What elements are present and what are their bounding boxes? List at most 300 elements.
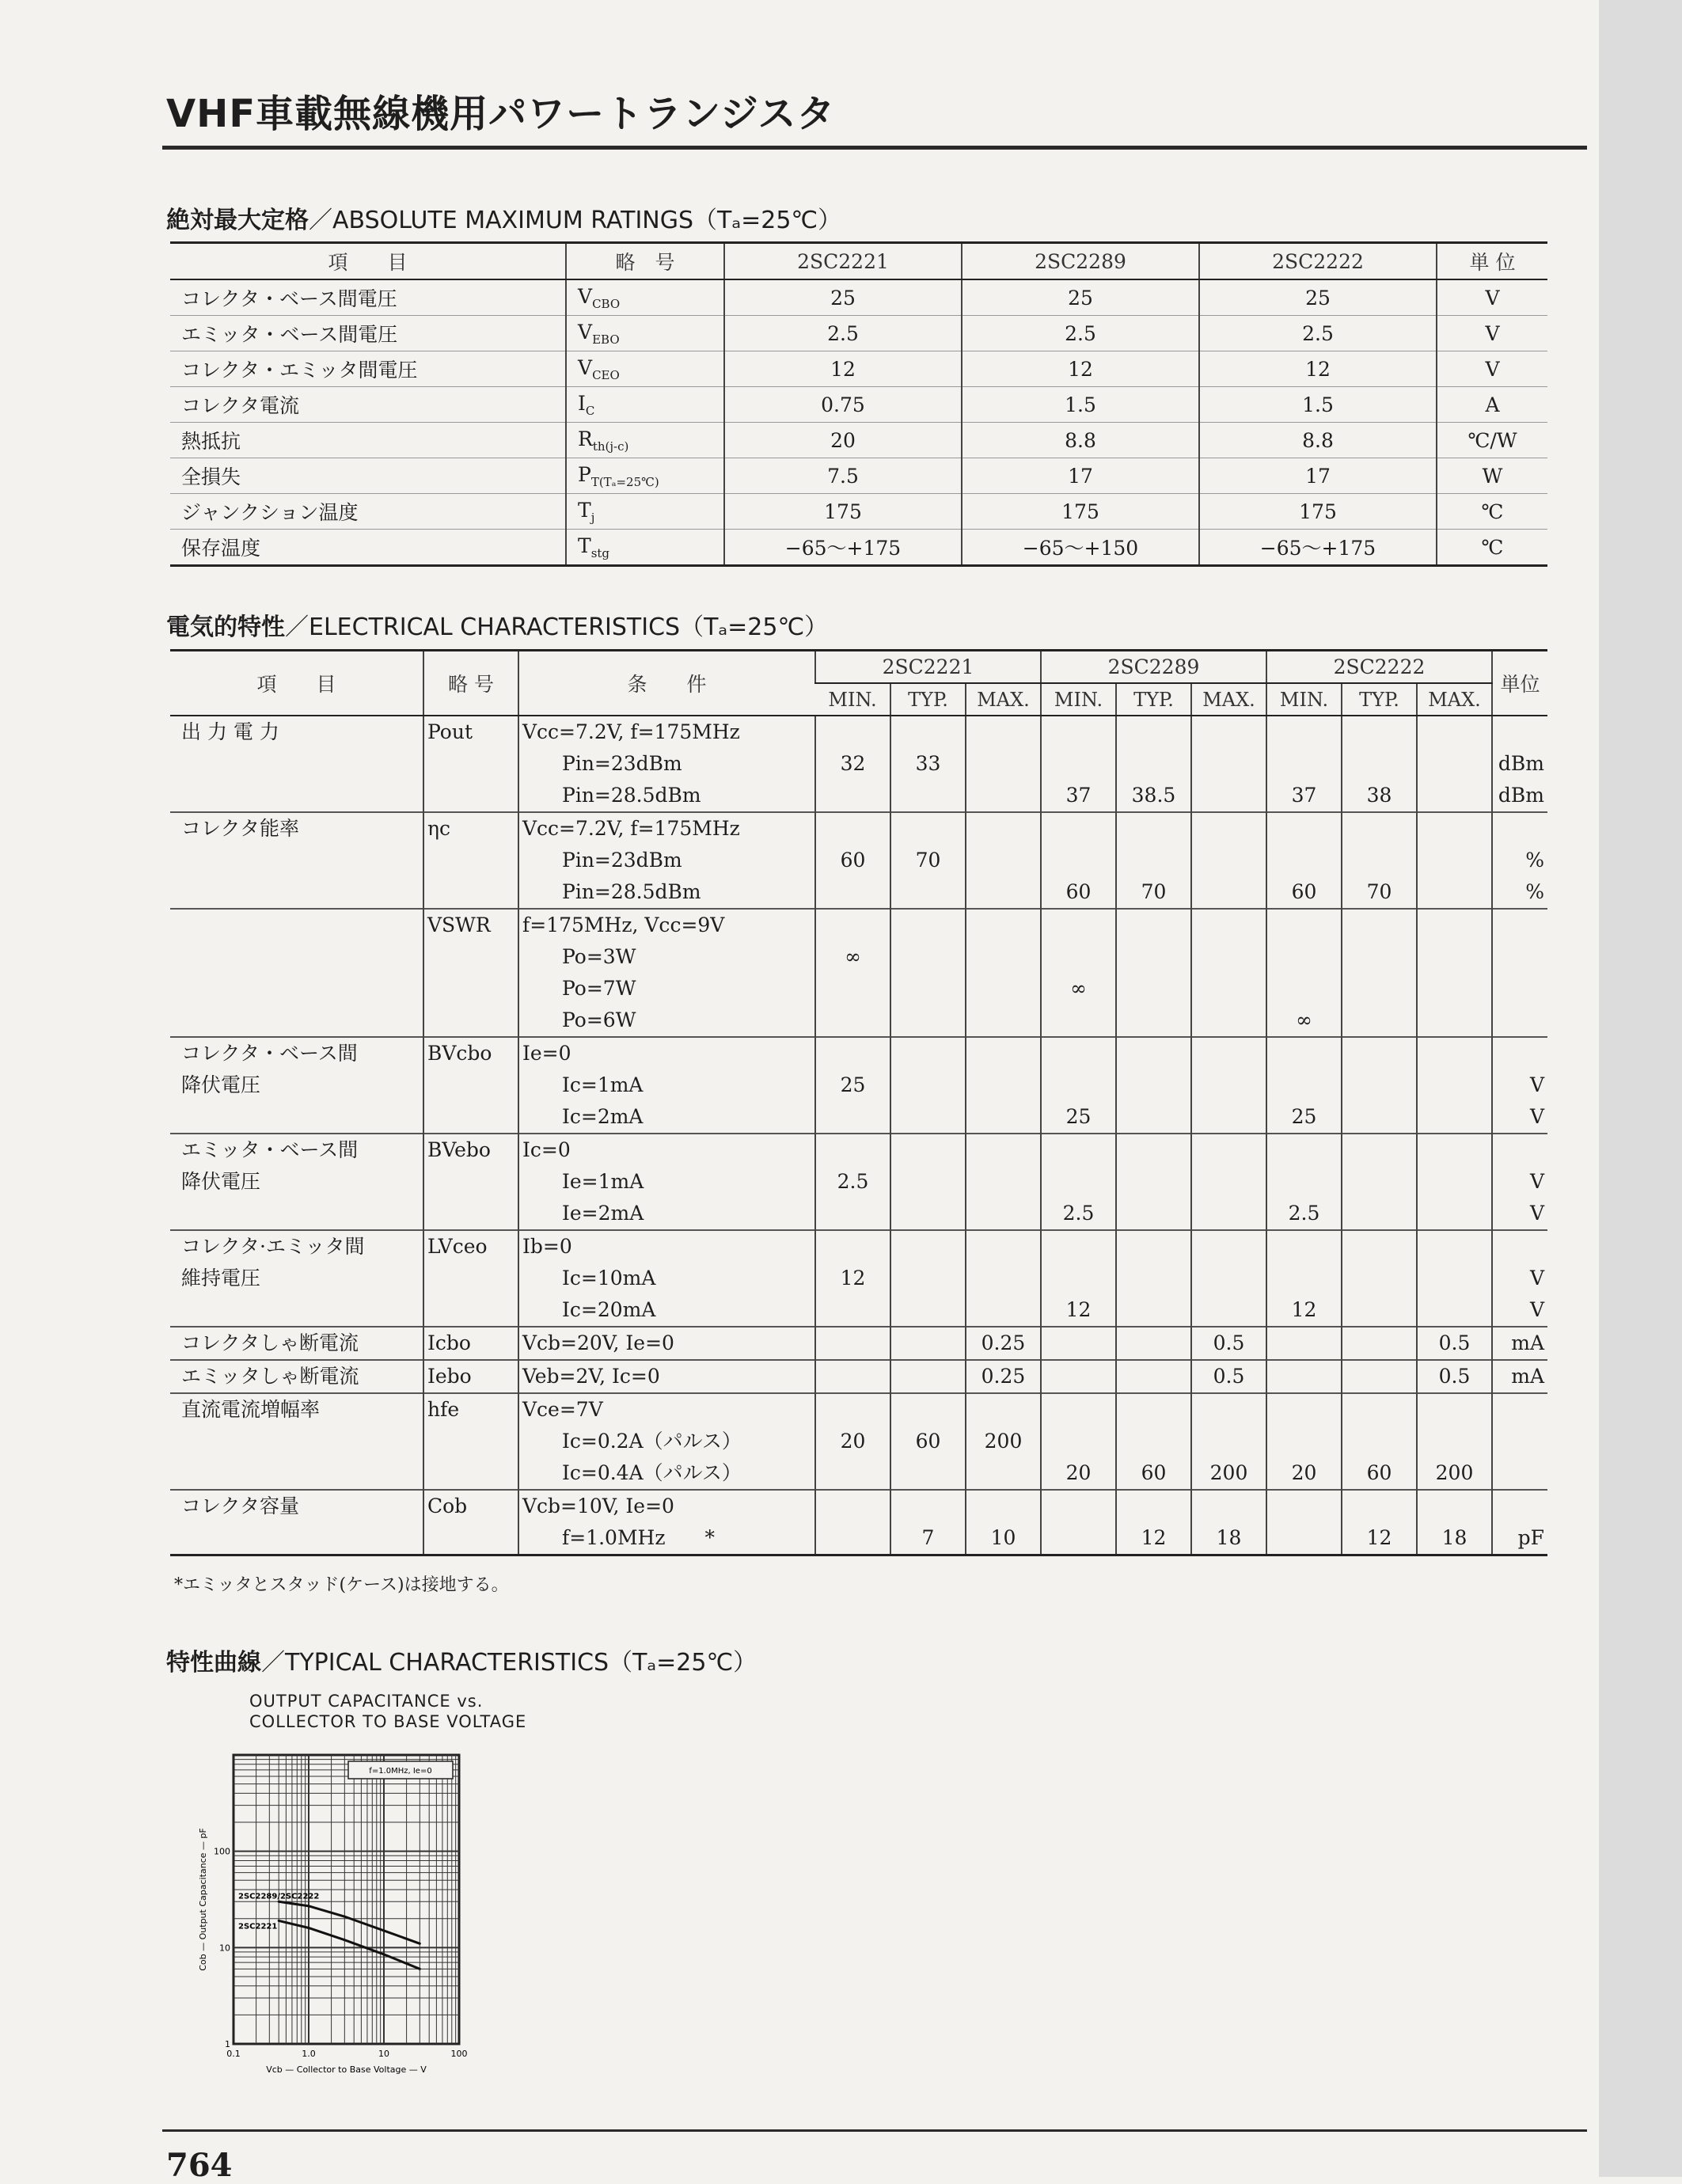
- amr-unit: V: [1437, 351, 1547, 387]
- amr-symbol-main: V: [578, 284, 593, 308]
- ec-value-cell: [1041, 1230, 1116, 1327]
- ec-value: 70: [1141, 880, 1167, 903]
- ec-value: [894, 1198, 962, 1229]
- amr-symbol: [566, 494, 724, 530]
- amr-value: −65～+175: [724, 530, 962, 566]
- ec-value: [1045, 1522, 1112, 1554]
- ec-group: [170, 1037, 1547, 1134]
- ec-header-symbol: 略 号: [423, 651, 518, 716]
- ec-unit: %: [1525, 880, 1544, 903]
- ec-value: [894, 1263, 962, 1294]
- ec-condition: [518, 909, 815, 1037]
- ec-unit: [1496, 1231, 1544, 1263]
- ec-value-cell: [1342, 812, 1417, 909]
- ec-value: 12: [840, 1267, 866, 1290]
- page-number: 764: [166, 2147, 233, 2184]
- ec-value: [819, 1457, 887, 1489]
- amr-unit: V: [1437, 316, 1547, 351]
- amr-symbol-sub: stg: [590, 545, 610, 560]
- ec-value-cell: [1266, 812, 1342, 909]
- amr-symbol-sub: EBO: [592, 332, 620, 347]
- amr-row: [170, 494, 1547, 530]
- ec-condition-line: Ic=0.2A（パルス）: [562, 1430, 742, 1453]
- ec-value: [894, 1457, 962, 1489]
- ec-value: [1421, 813, 1488, 845]
- ec-value: [1195, 1038, 1262, 1069]
- ec-value-cell: [815, 909, 890, 1037]
- ec-value: 20: [1065, 1461, 1092, 1484]
- ec-group: [170, 812, 1547, 909]
- ec-value: [970, 941, 1037, 973]
- ec-unit: [1496, 716, 1544, 748]
- ec-condition: [518, 1230, 815, 1327]
- ec-value-cell: [1266, 1037, 1342, 1134]
- amr-value: 12: [962, 351, 1199, 387]
- ec-value: [1346, 1263, 1413, 1294]
- ec-value: [1195, 910, 1262, 941]
- ec-value: [894, 973, 962, 1005]
- ec-value: [1045, 813, 1112, 845]
- ec-value-cell: [1041, 1037, 1116, 1134]
- ec-item-line: 直流電流増幅率: [181, 1398, 321, 1421]
- ec-unit: V: [1529, 1202, 1544, 1225]
- ec-value: [1421, 1426, 1488, 1457]
- ec-symbol-text: Pout: [427, 720, 473, 743]
- ec-unit: [1496, 941, 1544, 973]
- ec-condition: [518, 812, 815, 909]
- ec-value: 12: [1065, 1298, 1092, 1321]
- ec-value: [819, 780, 887, 811]
- ec-value: [1346, 1231, 1413, 1263]
- amr-value: −65～+175: [1199, 530, 1437, 566]
- amr-unit: W: [1437, 458, 1547, 494]
- amr-value: 17: [1199, 458, 1437, 494]
- ec-item: [170, 1490, 423, 1555]
- amr-item: 熱抵抗: [170, 423, 566, 458]
- ec-unit: [1496, 973, 1544, 1005]
- amr-item: エミッタ・ベース間電圧: [170, 316, 566, 351]
- ec-value: [819, 1005, 887, 1036]
- ec-condition-line: Vcc=7.2V, f=175MHz: [522, 817, 740, 840]
- ec-group: [170, 716, 1547, 812]
- ec-value: [1346, 1038, 1413, 1069]
- ec-value: [1120, 1394, 1187, 1426]
- amr-row: [170, 316, 1547, 351]
- amr-unit: A: [1437, 387, 1547, 423]
- ec-value-cell: [1191, 812, 1266, 909]
- amr-row: [170, 351, 1547, 387]
- ec-value: [1346, 1361, 1413, 1392]
- ec-value-cell: [966, 909, 1041, 1037]
- ec-value: [1270, 1263, 1338, 1294]
- ec-header-device: 2SC2221: [815, 651, 1041, 684]
- ec-value-cell: [1417, 1360, 1492, 1393]
- ec-value-cell: [1041, 1327, 1116, 1360]
- ec-value-cell: [1041, 1393, 1116, 1490]
- ec-value: 60: [1366, 1461, 1392, 1484]
- amr-symbol: [566, 530, 724, 566]
- ec-item: [170, 716, 423, 812]
- ec-value: [1346, 973, 1413, 1005]
- ec-value-cell: [1417, 1393, 1492, 1490]
- amr-value: 2.5: [724, 316, 962, 351]
- ec-value: [970, 1294, 1037, 1326]
- ec-unit: V: [1529, 1073, 1544, 1096]
- ec-value-cell: [1342, 1037, 1417, 1134]
- ec-item: [170, 1393, 423, 1490]
- ec-condition-line: Pin=28.5dBm: [562, 880, 701, 903]
- ec-value: [970, 1491, 1037, 1522]
- chart-x-axis-label: Vcb — Collector to Base Voltage — V: [266, 2064, 427, 2075]
- ec-symbol-text: VSWR: [427, 913, 491, 936]
- ec-value-cell: [815, 1134, 890, 1230]
- amr-value: 1.5: [962, 387, 1199, 423]
- ec-value: [1120, 1038, 1187, 1069]
- title-rule: [162, 146, 1587, 150]
- amr-header-cell: 2SC2289: [962, 243, 1199, 280]
- ec-value-cell: [890, 1230, 966, 1327]
- ec-value-cell: [966, 1230, 1041, 1327]
- ec-value: [1270, 1361, 1338, 1392]
- ec-value: [1270, 910, 1338, 941]
- ec-item-line: コレクタしゃ断電流: [181, 1331, 359, 1354]
- page-title: VHF車載無線機用パワートランジスタ: [166, 92, 836, 136]
- ec-unit: dBm: [1498, 784, 1544, 807]
- ec-value: [1120, 1166, 1187, 1198]
- chart-point: [383, 1929, 385, 1931]
- ec-value-cell: [1266, 1393, 1342, 1490]
- ec-symbol-text: BVcbo: [427, 1042, 492, 1065]
- absolute-max-table: [170, 241, 1547, 567]
- ec-value-cell: [1191, 1490, 1266, 1555]
- ec-unit: mA: [1511, 1365, 1544, 1388]
- ec-value: [1045, 1038, 1112, 1069]
- ec-value-cell: [966, 1360, 1041, 1393]
- ec-condition-line: Ie=2mA: [562, 1202, 644, 1225]
- ec-value-cell: [1191, 716, 1266, 812]
- ec-header-device: 2SC2222: [1266, 651, 1492, 684]
- ec-value: [1195, 845, 1262, 876]
- ec-value: [970, 1263, 1037, 1294]
- ec-value: [1120, 813, 1187, 845]
- ec-symbol-text: Icbo: [427, 1331, 471, 1354]
- ec-value: 200: [984, 1430, 1023, 1453]
- chart-series-line: [279, 1920, 420, 1969]
- ec-value: [1346, 845, 1413, 876]
- amr-symbol-sub: CEO: [592, 367, 620, 382]
- ec-value: [1346, 1426, 1413, 1457]
- ec-value: 0.5: [1213, 1365, 1245, 1388]
- ec-header-item: 項 目: [170, 651, 423, 716]
- ec-value: [1045, 716, 1112, 748]
- ec-item-line: コレクタ容量: [181, 1495, 300, 1517]
- chart-point: [308, 1927, 310, 1929]
- ec-value: [1421, 780, 1488, 811]
- ec-value: [1421, 1198, 1488, 1229]
- ec-unit-cell: [1492, 812, 1547, 909]
- ec-value-cell: [1116, 812, 1191, 909]
- ec-value: [1195, 1134, 1262, 1166]
- ec-header-minmax: MIN.: [815, 683, 890, 716]
- ec-value: [1120, 1231, 1187, 1263]
- ec-value: [1421, 876, 1488, 908]
- ec-value: 12: [1141, 1526, 1167, 1549]
- amr-symbol-main: R: [578, 427, 593, 450]
- ec-value: [1421, 1005, 1488, 1036]
- ec-value: 2.5: [1062, 1202, 1095, 1225]
- ec-value: [819, 716, 887, 748]
- ec-value-cell: [815, 812, 890, 909]
- ec-value: [1045, 1263, 1112, 1294]
- chart-series-label: 2SC2289/2SC2222: [238, 1892, 320, 1901]
- ec-value: [1421, 941, 1488, 973]
- ec-value-cell: [966, 812, 1041, 909]
- ec-value: [1045, 1005, 1112, 1036]
- ec-value-cell: [1116, 1393, 1191, 1490]
- amr-value: 8.8: [1199, 423, 1437, 458]
- ec-value: [1270, 845, 1338, 876]
- ec-value: 25: [1065, 1105, 1092, 1128]
- ec-value: 12: [1291, 1298, 1317, 1321]
- ec-item-line: エミッタ・ベース間: [181, 1138, 359, 1161]
- ec-value: 0.5: [1213, 1331, 1245, 1354]
- ec-value: [1270, 748, 1338, 780]
- ec-item-line: コレクタ能率: [181, 817, 300, 840]
- ec-value: 0.25: [981, 1365, 1026, 1388]
- ec-value: 25: [840, 1073, 866, 1096]
- ec-value: [1421, 1491, 1488, 1522]
- ec-value-cell: [1116, 1360, 1191, 1393]
- ec-value-cell: [1116, 1134, 1191, 1230]
- ec-unit-cell: [1492, 1230, 1547, 1327]
- ec-value: 60: [915, 1430, 941, 1453]
- ec-symbol-text: BVebo: [427, 1138, 491, 1161]
- ec-item: [170, 1327, 423, 1360]
- ec-value: [819, 1101, 887, 1133]
- ec-value: [1270, 1491, 1338, 1522]
- ec-value: [970, 716, 1037, 748]
- ec-item: [170, 1134, 423, 1230]
- ec-item: [170, 812, 423, 909]
- ec-item-line: エミッタしゃ断電流: [181, 1365, 359, 1388]
- ec-value: [1120, 1101, 1187, 1133]
- ec-value: [1421, 973, 1488, 1005]
- ec-value-cell: [1191, 1037, 1266, 1134]
- ec-value: [894, 1069, 962, 1101]
- ec-symbol: [423, 1360, 518, 1393]
- ec-condition: [518, 1037, 815, 1134]
- ec-value: [1346, 1005, 1413, 1036]
- ec-unit-cell: [1492, 909, 1547, 1037]
- ec-value: [1120, 1491, 1187, 1522]
- ec-value-cell: [890, 1393, 966, 1490]
- ec-value: [1120, 716, 1187, 748]
- amr-row: [170, 530, 1547, 566]
- ec-value-cell: [1417, 1327, 1492, 1360]
- ec-value: [1120, 1426, 1187, 1457]
- ec-value-cell: [1041, 909, 1116, 1037]
- ec-value: [894, 1294, 962, 1326]
- amr-symbol-main: T: [578, 498, 591, 522]
- amr-value: 20: [724, 423, 962, 458]
- ec-value: [1421, 1134, 1488, 1166]
- amr-value: 25: [1199, 279, 1437, 316]
- ec-value-cell: [1417, 909, 1492, 1037]
- ec-value-cell: [1191, 1230, 1266, 1327]
- ec-value: [1270, 1134, 1338, 1166]
- section-heading-electrical: 電気的特性／ELECTRICAL CHARACTERISTICS（Tₐ=25℃）: [166, 613, 829, 641]
- ec-value: ∞: [1070, 977, 1087, 1000]
- ec-symbol: [423, 1134, 518, 1230]
- ec-value: [1421, 1294, 1488, 1326]
- ec-value: 60: [1065, 880, 1092, 903]
- ec-condition-line: Pin=28.5dBm: [562, 784, 701, 807]
- amr-row: [170, 387, 1547, 423]
- ec-header-minmax: MAX.: [1417, 683, 1492, 716]
- ec-value-cell: [1116, 1037, 1191, 1134]
- ec-value-cell: [966, 1327, 1041, 1360]
- ec-value: [1346, 1491, 1413, 1522]
- ec-value: [1346, 1069, 1413, 1101]
- ec-value-cell: [1041, 812, 1116, 909]
- ec-value-cell: [1342, 1230, 1417, 1327]
- ec-value-cell: [966, 1393, 1041, 1490]
- amr-unit: ℃: [1437, 494, 1547, 530]
- ec-symbol-text: hfe: [427, 1398, 460, 1421]
- ec-value: [894, 1038, 962, 1069]
- ec-value-cell: [1342, 1327, 1417, 1360]
- ec-symbol: [423, 1327, 518, 1360]
- ec-value: [970, 1005, 1037, 1036]
- ec-value-cell: [1041, 1360, 1116, 1393]
- ec-value: [1195, 1491, 1262, 1522]
- ec-value-cell: [1191, 1327, 1266, 1360]
- ec-value-cell: [1191, 909, 1266, 1037]
- ec-value-cell: [815, 1230, 890, 1327]
- ec-unit-cell: [1492, 1360, 1547, 1393]
- ec-value: 70: [915, 849, 941, 872]
- ec-value-cell: [890, 1037, 966, 1134]
- ec-value: [819, 876, 887, 908]
- chart-y-axis-label: Cob — Output Capacitance — pF: [198, 1828, 208, 1971]
- ec-value: 0.5: [1438, 1365, 1471, 1388]
- ec-value: [970, 973, 1037, 1005]
- ec-value: [1195, 1263, 1262, 1294]
- ec-value-cell: [1342, 1360, 1417, 1393]
- ec-header-condition: 条 件: [518, 651, 815, 716]
- ec-value-cell: [1342, 716, 1417, 812]
- ec-value-cell: [890, 1360, 966, 1393]
- amr-symbol-sub: th(j-c): [592, 439, 629, 454]
- ec-value: [1045, 1491, 1112, 1522]
- ec-item-line: コレクタ・ベース間: [181, 1042, 358, 1065]
- chart-series-line: [279, 1901, 420, 1943]
- ec-unit: [1496, 1005, 1544, 1036]
- ec-value: [1120, 1294, 1187, 1326]
- ec-unit: V: [1529, 1105, 1544, 1128]
- chart-y-tick-label: 1: [225, 2039, 230, 2049]
- amr-symbol-main: P: [578, 462, 591, 486]
- ec-unit-cell: [1492, 1490, 1547, 1555]
- ec-value: [970, 1198, 1037, 1229]
- ec-value: [1120, 1198, 1187, 1229]
- ec-value: [1195, 748, 1262, 780]
- ec-value: 70: [1366, 880, 1392, 903]
- ec-condition-line: f=175MHz, Vcc=9V: [522, 913, 725, 936]
- ec-header-device: 2SC2289: [1041, 651, 1266, 684]
- amr-item: ジャンクション温度: [170, 494, 566, 530]
- amr-item: コレクタ・ベース間電圧: [170, 279, 566, 316]
- ec-unit: [1496, 1491, 1544, 1522]
- output-capacitance-chart: [190, 1738, 633, 2118]
- amr-value: 2.5: [962, 316, 1199, 351]
- ec-value: [970, 910, 1037, 941]
- chart-y-tick-label: 10: [219, 1943, 230, 1954]
- ec-value-cell: [1266, 1230, 1342, 1327]
- ec-header-minmax: MAX.: [1191, 683, 1266, 716]
- ec-condition-line: f=1.0MHz *: [562, 1526, 716, 1549]
- ec-value: [1421, 1038, 1488, 1069]
- ec-value-cell: [815, 1327, 890, 1360]
- ec-condition-line: Po=6W: [562, 1008, 636, 1031]
- ec-symbol: [423, 716, 518, 812]
- ec-value-cell: [890, 1327, 966, 1360]
- ec-condition-line: Ic=0.4A（パルス）: [562, 1461, 742, 1484]
- ec-condition-line: Po=7W: [562, 977, 636, 1000]
- ec-value: [1421, 910, 1488, 941]
- ec-value: [1120, 910, 1187, 941]
- chart-point: [383, 1953, 385, 1955]
- ec-value: [1120, 1361, 1187, 1392]
- ec-value: [1270, 1327, 1338, 1359]
- amr-value: 2.5: [1199, 316, 1437, 351]
- ec-condition-line: Ib=0: [522, 1235, 572, 1258]
- ec-value: [1195, 876, 1262, 908]
- amr-symbol-sub: CBO: [592, 296, 621, 311]
- chart-x-tick-label: 0.1: [226, 2049, 241, 2059]
- ec-value: [1421, 1394, 1488, 1426]
- ec-value: [1421, 1069, 1488, 1101]
- ec-value: [1421, 748, 1488, 780]
- amr-value: 175: [724, 494, 962, 530]
- ec-value: 20: [840, 1430, 866, 1453]
- ec-value: [1120, 1263, 1187, 1294]
- ec-value: 18: [1216, 1526, 1242, 1549]
- ec-item-line: 降伏電圧: [181, 1170, 261, 1193]
- ec-value: 12: [1366, 1526, 1392, 1549]
- ec-value: [1045, 1394, 1112, 1426]
- amr-symbol: [566, 316, 724, 351]
- ec-value-cell: [966, 1134, 1041, 1230]
- ec-value-cell: [815, 1490, 890, 1555]
- amr-value: 175: [1199, 494, 1437, 530]
- amr-symbol-main: V: [578, 320, 593, 344]
- ec-value-cell: [1116, 909, 1191, 1037]
- ec-value-cell: [815, 1037, 890, 1134]
- ec-value-cell: [890, 1490, 966, 1555]
- ec-value: [1195, 1294, 1262, 1326]
- ec-value-cell: [1041, 1134, 1116, 1230]
- ec-value: [1346, 1394, 1413, 1426]
- amr-header-cell: 略 号: [566, 243, 724, 280]
- ec-value: [970, 876, 1037, 908]
- ec-value: [819, 1198, 887, 1229]
- ec-value-cell: [890, 812, 966, 909]
- chart-title: OUTPUT CAPACITANCE vs. COLLECTOR TO BASE VOLTAGE: [249, 1692, 527, 1731]
- ec-unit-cell: [1492, 1393, 1547, 1490]
- ec-value-cell: [1266, 1327, 1342, 1360]
- ec-symbol: [423, 909, 518, 1037]
